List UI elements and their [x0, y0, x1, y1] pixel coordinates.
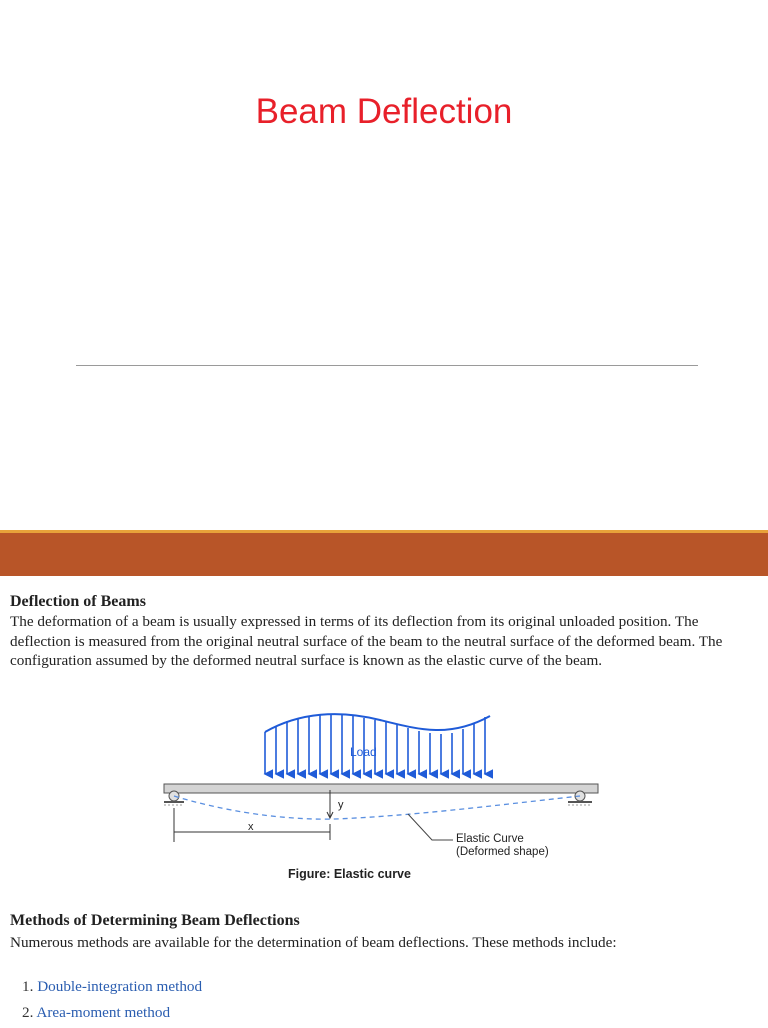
- curve-label-1: Elastic Curve: [456, 833, 524, 845]
- area-moment-link[interactable]: Area-moment method: [36, 1004, 171, 1021]
- double-integration-link[interactable]: Double-integration method: [37, 978, 203, 995]
- load-label: Load: [350, 745, 377, 759]
- list-number: 2.: [22, 1004, 34, 1021]
- figure-caption: Figure: Elastic curve: [288, 867, 411, 881]
- curve-leader: [408, 814, 453, 840]
- list-number: 1.: [22, 978, 34, 995]
- list-item[interactable]: [22, 1002, 202, 1028]
- section-heading: Deflection of Beams: [10, 593, 146, 610]
- curve-label-2: (Deformed shape): [456, 846, 549, 858]
- deflection-marker: [327, 790, 333, 818]
- elastic-curve-figure: [150, 704, 620, 904]
- slide-title: Beam Deflection: [255, 92, 513, 131]
- elastic-curve: [174, 796, 580, 819]
- x-label: x: [248, 821, 254, 833]
- methods-heading: Methods of Determining Beam Deflections: [10, 912, 300, 929]
- methods-list: [22, 976, 202, 1028]
- list-item[interactable]: [22, 976, 202, 1002]
- section-paragraph: The deformation of a beam is usually expressed in terms of its deflection from its original unloaded position. The deflection is measured from the original neutral surface of the beam to the neutral surface of the deformed beam. The configuration assumed by the deformed neutral surface is known as the elastic curve of the beam.: [10, 613, 723, 669]
- title-divider: [76, 365, 698, 366]
- header-band: [0, 533, 768, 576]
- content-slide: [0, 576, 768, 1024]
- methods-intro: Numerous methods are available for the determination of beam deflections. These methods include:: [10, 934, 617, 951]
- y-label: y: [338, 799, 344, 811]
- beam: [164, 784, 598, 793]
